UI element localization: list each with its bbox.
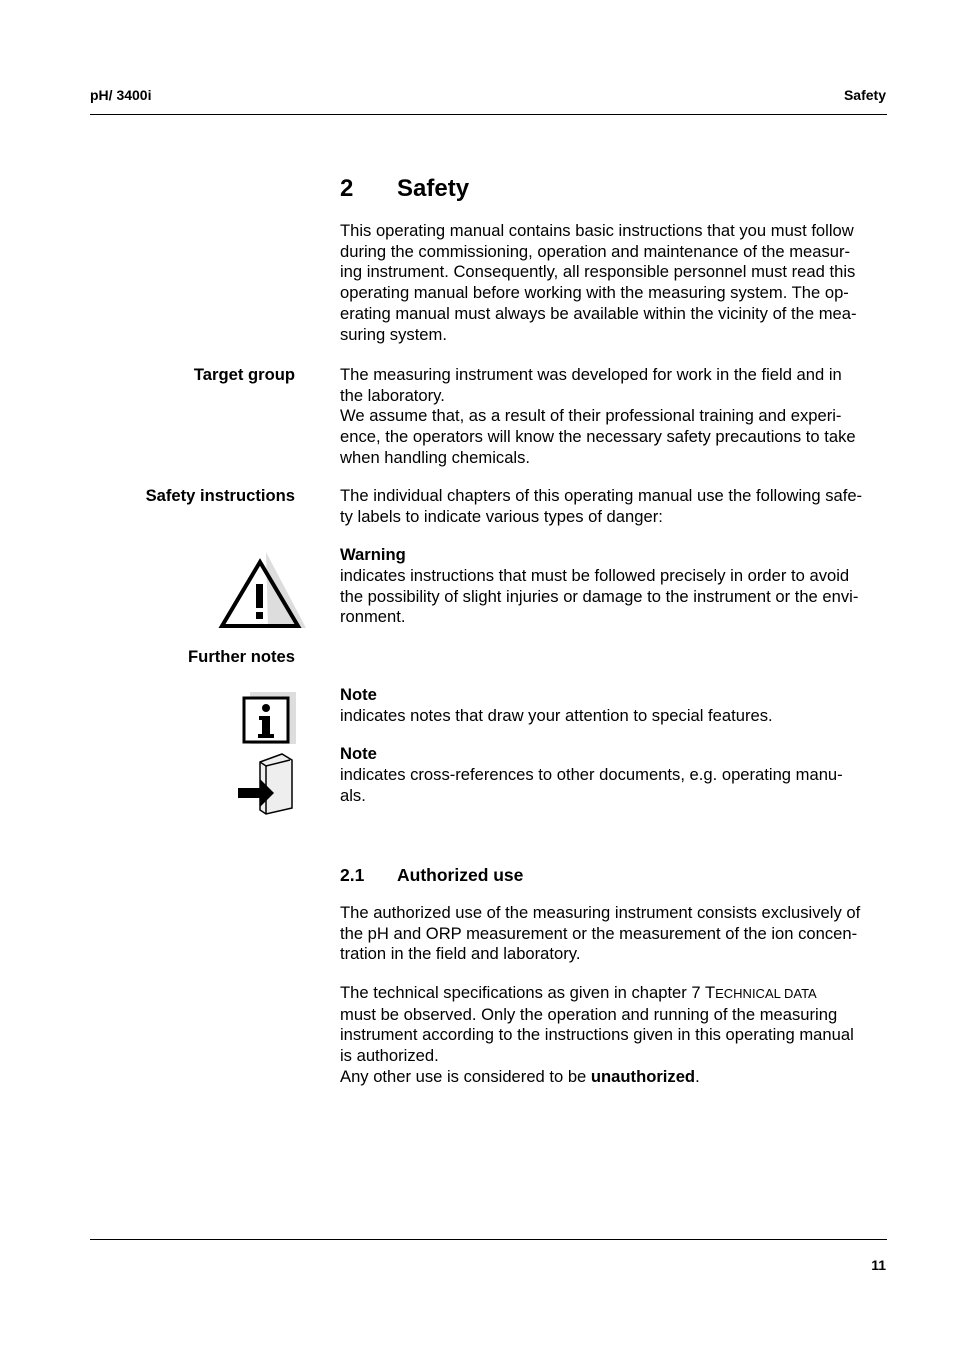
book-reference-icon [236, 752, 298, 818]
para2-prefix: The technical specifications as given in chapter 7 [340, 983, 705, 1002]
further-notes-label: Further notes [188, 647, 295, 666]
intro-paragraph: This operating manual contains basic instructions that you must follow during the commissioning, operation and maintenance of the measur- ing instrument. Consequently, all responsible personnel must read this operating manual before working with the measuring system. The op- erating manual must always be available within the vicinity of the mea- suring system. [340, 221, 857, 344]
safety-instructions-label: Safety instructions [145, 486, 295, 505]
warning-title: Warning [340, 545, 406, 564]
para2-rest: must be observed. Only the operation and running of the measuring instrument according to the instructions given in this operating manual is authorized. Any other use is considered to be [340, 1004, 854, 1086]
unauthorized-emphasis: unauthorized [590, 1066, 696, 1086]
page-number: 11 [871, 1257, 886, 1273]
target-group-label: Target group [193, 365, 295, 384]
para2-end: . [695, 1066, 700, 1086]
target-group-text: The measuring instrument was developed for work in the field and in the laboratory. We assume that, as a result of their professional training and experi- ence, the operators will know the necessary safety precautions to take when handling chemicals. [340, 365, 856, 467]
authorized-use-paragraph-1: The authorized use of the measuring instrument consists exclusively of the pH and ORP measurement or the measurement of the ion concen- tration in the field and laboratory. [340, 903, 861, 964]
header-section: Safety [843, 87, 886, 103]
note2-text: indicates cross-references to other documents, e.g. operating manu- als. [340, 765, 843, 805]
note1-title: Note [340, 685, 377, 704]
chapter-number: 2 [340, 175, 354, 202]
chapter-ref-initial: T [704, 983, 716, 1002]
chapter-title: Safety [397, 175, 470, 202]
warning-triangle-icon [218, 550, 308, 632]
section-number: 2.1 [340, 865, 365, 885]
footer-rule [90, 1239, 887, 1240]
chapter-heading [340, 175, 470, 203]
section-title: Authorized use [397, 865, 524, 885]
authorized-use-paragraph-2 [340, 983, 888, 1088]
info-icon [240, 690, 298, 748]
warning-text: indicates instructions that must be followed precisely in order to avoid the possibility of slight injuries or damage to the instrument or the envi- ronment. [340, 566, 859, 627]
header-product: pH/ 3400i [90, 87, 152, 103]
note1-text: indicates notes that draw your attention to special features. [340, 706, 773, 725]
safety-instructions-text: The individual chapters of this operating manual use the following safe- ty labels to indicate various types of danger: [340, 486, 863, 526]
section-heading [340, 865, 524, 886]
chapter-ref: ECHNICAL DATA [715, 986, 817, 1001]
header-rule [90, 114, 887, 115]
note2-title: Note [340, 744, 377, 763]
